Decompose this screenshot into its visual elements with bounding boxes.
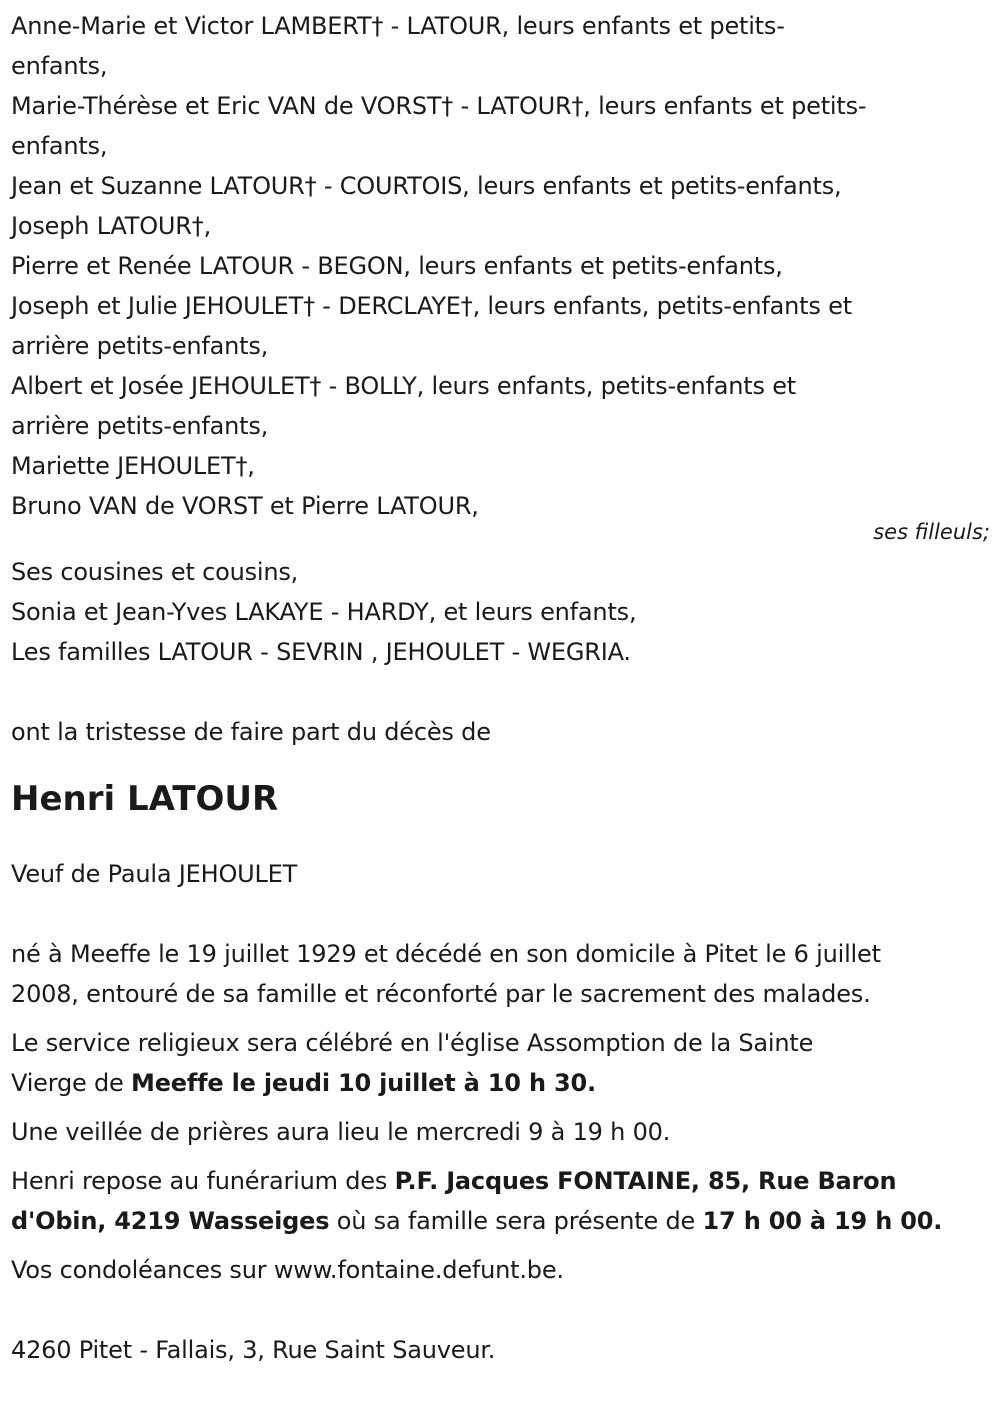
family-line: Joseph et Julie JEHOULET† - DERCLAYE†, leurs enfants, petits-enfants et: [11, 292, 852, 320]
deceased-name: Henri LATOUR: [11, 779, 279, 819]
family-line-continuation: arrière petits-enfants,: [11, 412, 269, 440]
service-prefix: Vierge de: [11, 1069, 132, 1097]
funeral-home-line: [11, 1201, 996, 1241]
funeral-home-address: d'Obin, 4219 Wasseiges: [11, 1207, 330, 1235]
birth-death-line: 2008, entouré de sa famille et réconforté par le sacrement des malades.: [11, 980, 871, 1008]
cousins-line: Sonia et Jean-Yves LAKAYE - HARDY, et leurs enfants,: [11, 598, 637, 626]
service-line: Le service religieux sera célébré en l'église Assomption de la Sainte: [11, 1029, 814, 1057]
service-paragraph: [11, 1023, 996, 1103]
funeral-home-line: [11, 1161, 996, 1201]
family-line: Joseph LATOUR†,: [11, 212, 212, 240]
birth-death-paragraph: [11, 934, 996, 1014]
home-address: 4260 Pitet - Fallais, 3, Rue Saint Sauveur.: [11, 1336, 496, 1364]
godparents-label: ses filleuls;: [873, 520, 990, 544]
widower-line: Veuf de Paula JEHOULET: [11, 860, 298, 888]
funeral-home-name: P.F. Jacques FONTAINE, 85, Rue Baron: [394, 1167, 897, 1195]
service-date: Meeffe le jeudi 10 juillet à 10 h 30.: [131, 1069, 596, 1097]
family-list: [11, 0, 996, 544]
announcement-text: ont la tristesse de faire part du décès de: [11, 718, 491, 746]
condolences-line: Vos condoléances sur www.fontaine.defunt.be.: [11, 1256, 564, 1284]
visiting-hours: 17 h 00 à 19 h 00.: [702, 1207, 943, 1235]
family-line: Mariette JEHOULET†,: [11, 452, 255, 480]
families-line: Les familles LATOUR - SEVRIN , JEHOULET - WEGRIA.: [11, 638, 631, 666]
family-line: Anne-Marie et Victor LAMBERT† - LATOUR, leurs enfants et petits-: [11, 12, 785, 40]
obituary-notice: [11, 0, 996, 1370]
family-line-continuation: arrière petits-enfants,: [11, 332, 269, 360]
family-line: Jean et Suzanne LATOUR† - COURTOIS, leurs enfants et petits-enfants,: [11, 172, 842, 200]
family-line: Pierre et Renée LATOUR - BEGON, leurs enfants et petits-enfants,: [11, 252, 783, 280]
family-line: Marie-Thérèse et Eric VAN de VORST† - LATOUR†, leurs enfants et petits-: [11, 92, 867, 120]
cousins-heading: Ses cousines et cousins,: [11, 558, 299, 586]
family-line: Bruno VAN de VORST et Pierre LATOUR,: [11, 492, 479, 520]
funeral-home-middle: où sa famille sera présente de: [329, 1207, 703, 1235]
funeral-home-paragraph: [11, 1161, 996, 1241]
family-line-continuation: enfants,: [11, 52, 108, 80]
service-line: [11, 1063, 996, 1103]
funeral-home-prefix: Henri repose au funérarium des: [11, 1167, 395, 1195]
family-line-continuation: enfants,: [11, 132, 108, 160]
family-line: Albert et Josée JEHOULET† - BOLLY, leurs enfants, petits-enfants et: [11, 372, 796, 400]
birth-death-line: né à Meeffe le 19 juillet 1929 et décédé en son domicile à Pitet le 6 juillet: [11, 940, 881, 968]
vigil-line: Une veillée de prières aura lieu le mercredi 9 à 19 h 00.: [11, 1118, 671, 1146]
cousins-section: [11, 552, 996, 672]
